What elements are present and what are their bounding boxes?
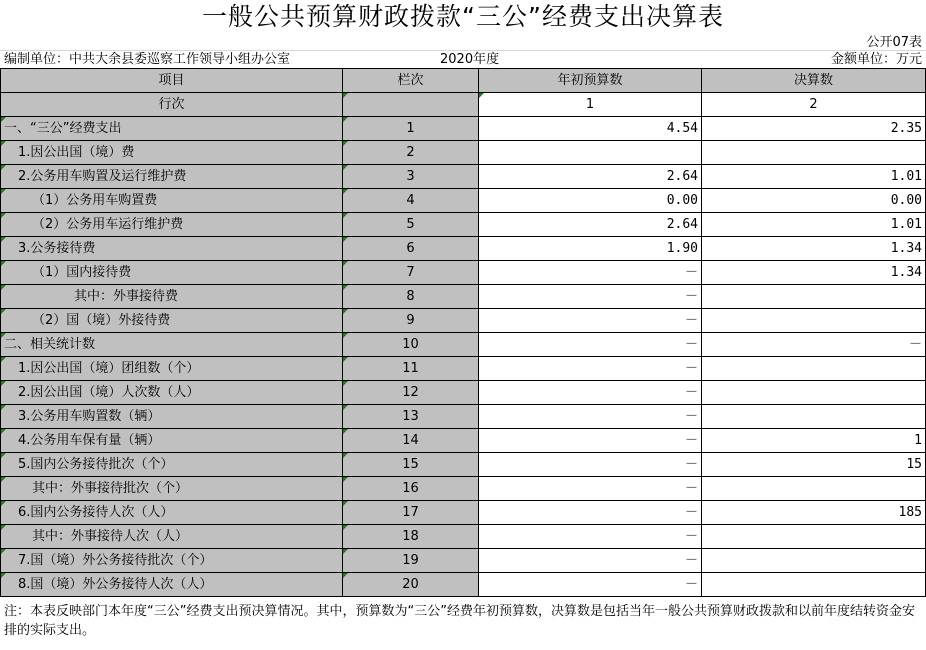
money-unit: 金额单位：万元 (830, 52, 922, 67)
row-budget: 2.64 (479, 165, 702, 189)
row-item: 7.国（境）外公务接待批次（个） (1, 549, 343, 573)
row-number: 14 (343, 429, 479, 453)
subheader-budget: 1 (479, 93, 702, 117)
subheader-empty (343, 93, 479, 117)
row-number: 13 (343, 405, 479, 429)
row-number: 9 (343, 309, 479, 333)
row-number: 2 (343, 141, 479, 165)
row-final: 2.35 (702, 117, 926, 141)
row-final (702, 405, 926, 429)
row-item: （1）国内接待费 (1, 261, 343, 285)
table-row (1, 213, 926, 237)
row-final: 1.34 (702, 261, 926, 285)
row-item: 2.因公出国（境）人次数（人） (1, 381, 343, 405)
row-final: 185 (702, 501, 926, 525)
row-item: 其中：外事接待费 (1, 285, 343, 309)
row-number: 6 (343, 237, 479, 261)
row-number: 10 (343, 333, 479, 357)
row-item: 其中：外事接待批次（个） (1, 477, 343, 501)
row-final (702, 285, 926, 309)
header-final: 决算数 (702, 69, 926, 93)
row-number: 7 (343, 261, 479, 285)
table-row (1, 477, 926, 501)
table-row (1, 261, 926, 285)
row-number: 11 (343, 357, 479, 381)
header-row (1, 69, 926, 93)
row-final (702, 357, 926, 381)
row-number: 8 (343, 285, 479, 309)
row-final: 1.01 (702, 213, 926, 237)
table-row (1, 165, 926, 189)
form-number: 公开07表 (866, 35, 922, 50)
page-title: 一般公共预算财政拨款“三公”经费支出决算表 (202, 2, 724, 31)
table-row (1, 189, 926, 213)
table-row (1, 333, 926, 357)
table-row (1, 117, 926, 141)
row-final (702, 573, 926, 597)
row-budget: 0.00 (479, 189, 702, 213)
row-item: 8.国（境）外公务接待人次（人） (1, 573, 343, 597)
row-final: 1.34 (702, 237, 926, 261)
row-number: 12 (343, 381, 479, 405)
header-item: 项目 (1, 69, 343, 93)
row-final: 15 (702, 453, 926, 477)
row-budget: － (479, 405, 702, 429)
row-budget: 2.64 (479, 213, 702, 237)
row-number: 18 (343, 525, 479, 549)
row-number: 5 (343, 213, 479, 237)
row-budget: － (479, 333, 702, 357)
row-item: （1）公务用车购置费 (1, 189, 343, 213)
row-item: （2）国（境）外接待费 (1, 309, 343, 333)
table-row (1, 549, 926, 573)
row-budget: － (479, 525, 702, 549)
row-number: 20 (343, 573, 479, 597)
table-row (1, 405, 926, 429)
row-budget (479, 141, 702, 165)
row-item: 1.因公出国（境）团组数（个） (1, 357, 343, 381)
row-budget: － (479, 285, 702, 309)
table-row (1, 357, 926, 381)
subheader-final: 2 (702, 93, 926, 117)
row-budget: 4.54 (479, 117, 702, 141)
row-item: 一、“三公”经费支出 (1, 117, 343, 141)
table-row (1, 141, 926, 165)
row-number: 3 (343, 165, 479, 189)
row-item: 4.公务用车保有量（辆） (1, 429, 343, 453)
row-final (702, 141, 926, 165)
row-item: 二、相关统计数 (1, 333, 343, 357)
row-budget: － (479, 309, 702, 333)
fiscal-year: 2020年度 (440, 52, 500, 67)
row-number: 1 (343, 117, 479, 141)
row-final (702, 549, 926, 573)
table-row (1, 285, 926, 309)
table-row (1, 429, 926, 453)
row-budget: 1.90 (479, 237, 702, 261)
row-item: 5.国内公务接待批次（个） (1, 453, 343, 477)
row-budget: － (479, 549, 702, 573)
compiling-unit: 编制单位：中共大余县委巡察工作领导小组办公室 (4, 52, 291, 67)
row-budget: － (479, 429, 702, 453)
subheader-label: 行次 (1, 93, 343, 117)
row-final (702, 525, 926, 549)
row-budget: － (479, 477, 702, 501)
row-budget: － (479, 261, 702, 285)
table-row (1, 309, 926, 333)
row-item: 3.公务接待费 (1, 237, 343, 261)
row-number: 17 (343, 501, 479, 525)
row-budget: － (479, 357, 702, 381)
row-budget: － (479, 453, 702, 477)
row-item: 2.公务用车购置及运行维护费 (1, 165, 343, 189)
row-number: 19 (343, 549, 479, 573)
row-final: 1.01 (702, 165, 926, 189)
row-item: （2）公务用车运行维护费 (1, 213, 343, 237)
row-budget: － (479, 501, 702, 525)
footnote: 注：本表反映部门本年度“三公”经费支出预决算情况。其中，预算数为“三公”经费年初预算数，决算数是包括当年一般公共预算财政拨款和以前年度结转资金安排的实际支出。 (4, 604, 915, 638)
row-budget: － (479, 381, 702, 405)
row-number: 16 (343, 477, 479, 501)
row-final (702, 477, 926, 501)
table-row (1, 525, 926, 549)
row-item: 6.国内公务接待人次（人） (1, 501, 343, 525)
table-row (1, 237, 926, 261)
row-item: 3.公务用车购置数（辆） (1, 405, 343, 429)
row-final: 0.00 (702, 189, 926, 213)
header-col-no: 栏次 (343, 69, 479, 93)
row-item: 其中：外事接待人次（人） (1, 525, 343, 549)
row-item: 1.因公出国（境）费 (1, 141, 343, 165)
row-final: － (702, 333, 926, 357)
row-number: 15 (343, 453, 479, 477)
row-final (702, 381, 926, 405)
row-final (702, 309, 926, 333)
subheader-row (1, 93, 926, 117)
row-budget: － (479, 573, 702, 597)
header-budget: 年初预算数 (479, 69, 702, 93)
expenditure-table (0, 68, 926, 597)
table-row (1, 453, 926, 477)
row-number: 4 (343, 189, 479, 213)
row-final: 1 (702, 429, 926, 453)
table-row (1, 501, 926, 525)
table-row (1, 573, 926, 597)
table-row (1, 381, 926, 405)
